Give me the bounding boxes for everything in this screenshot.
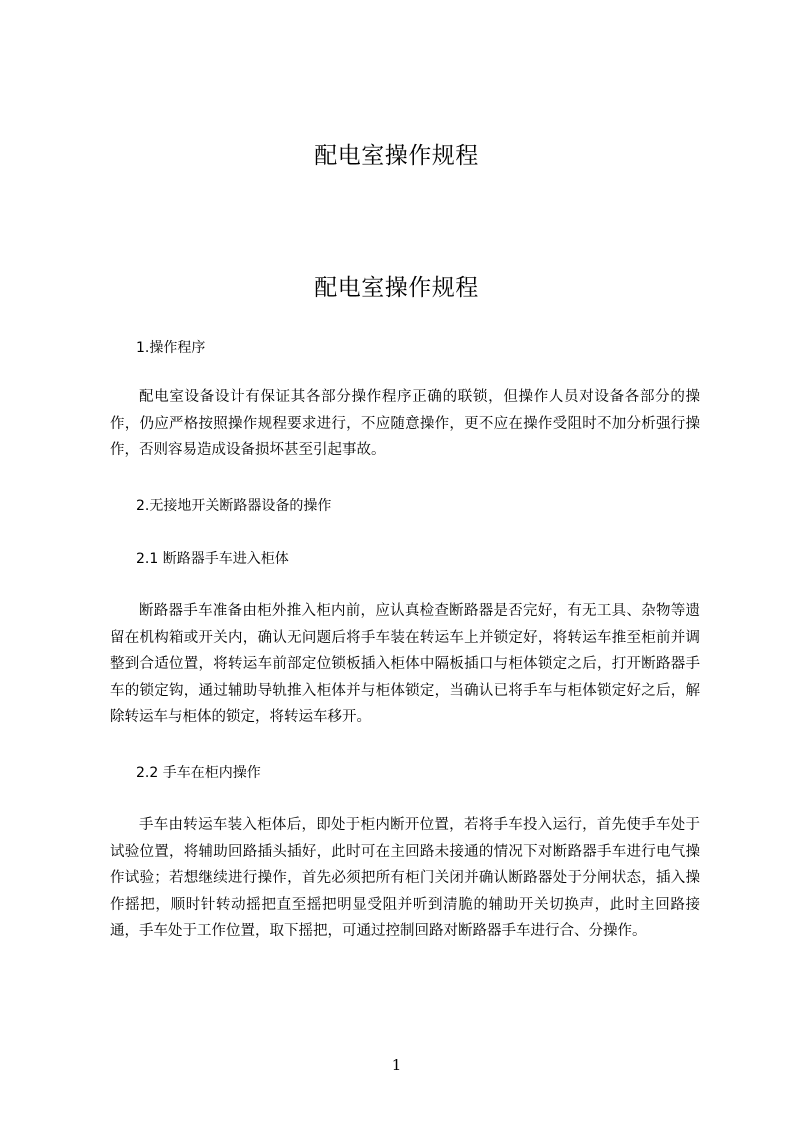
section-heading-trolley-in-cabinet-operation: 2.2 手车在柜内操作	[136, 765, 261, 781]
section-paragraph-trolley-in-cabinet-operation: 手车由转运车装入柜体后，即处于柜内断开位置，若将手车投入运行，首先使手车处于试验位置，将辅助回路插头插好，此时可在主回路未接通的情况下对断路器手车进行电气操作试验；若想继续进行操作，首先必须把所有柜门关闭并确认断路器处于分闸状态，插入操作摇把，顺时针转动摇把直至摇把明显受阻并听到清脆的辅助开关切换声，此时主回路接通，手车处于工作位置，取下摇把，可通过控制回路对断路器手车进行合、分操作。	[110, 817, 700, 940]
main-title: 配电室操作规程	[314, 275, 479, 301]
cover-title: 配电室操作规程	[314, 143, 479, 169]
section-heading-operation-procedure: 1.操作程序	[136, 340, 206, 356]
section-paragraph-operation-procedure: 配电室设备设计有保证其各部分操作程序正确的联锁，但操作人员对设备各部分的操作，仍应严格按照操作规程要求进行，不应随意操作，更不应在操作受阻时不加分析强行操作，否则容易造成设备损坏甚至引起事故。	[110, 389, 700, 459]
section-paragraph-trolley-into-cabinet: 断路器手车准备由柜外推入柜内前，应认真检查断路器是否完好，有无工具、杂物等遗留在机构箱或开关内，确认无问题后将手车装在转运车上并锁定好，将转运车推至柜前并调整到合适位置，将转运车前部定位锁板插入柜体中隔板插口与柜体锁定之后，打开断路器手车的锁定钩，通过辅助导轨推入柜体并与柜体锁定，当确认已将手车与柜体锁定好之后，解除转运车与柜体的锁定，将转运车移开。	[110, 603, 700, 726]
section-heading-no-ground-switch: 2.无接地开关断路器设备的操作	[136, 498, 332, 514]
section-heading-trolley-into-cabinet: 2.1 断路器手车进入柜体	[136, 551, 289, 567]
page-number: 1	[391, 1056, 402, 1074]
